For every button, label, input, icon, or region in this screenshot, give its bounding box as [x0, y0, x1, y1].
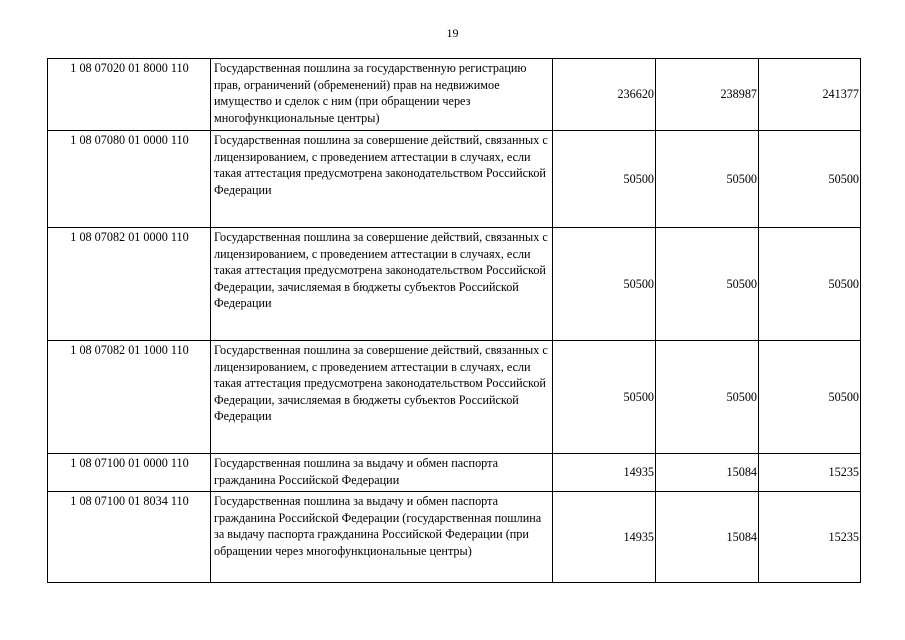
value-cell-year-2: 50500 — [656, 131, 759, 228]
page-number: 19 — [446, 26, 459, 40]
value-cell-year-3: 15235 — [759, 454, 861, 492]
value-cell-year-3: 241377 — [759, 59, 861, 131]
description-cell: Государственная пошлина за совершение действий, связанных с лицензированием, с проведением аттестации в случаях, если такая аттестация предусмотрена законодательством Российской Федерации — [211, 131, 553, 228]
value-cell-year-2: 15084 — [656, 454, 759, 492]
budget-code-cell: 1 08 07100 01 0000 110 — [48, 454, 211, 492]
value-cell-year-3: 15235 — [759, 492, 861, 583]
table-row — [48, 228, 861, 341]
value-cell-year-1: 50500 — [553, 228, 656, 341]
table-row — [48, 341, 861, 454]
budget-code-cell: 1 08 07082 01 1000 110 — [48, 341, 211, 454]
value-cell-year-1: 236620 — [553, 59, 656, 131]
description-cell: Государственная пошлина за совершение действий, связанных с лицензированием, с проведением аттестации в случаях, если такая аттестация предусмотрена законодательством Российской Федерации, зачисляемая в бюджеты субъектов Российской Федерации — [211, 228, 553, 341]
value-cell-year-1: 14935 — [553, 454, 656, 492]
table-row — [48, 131, 861, 228]
table-row — [48, 454, 861, 492]
budget-code-cell: 1 08 07080 01 0000 110 — [48, 131, 211, 228]
value-cell-year-3: 50500 — [759, 228, 861, 341]
table-row — [48, 492, 861, 583]
table-row — [48, 59, 861, 131]
description-cell: Государственная пошлина за выдачу и обмен паспорта гражданина Российской Федерации — [211, 454, 553, 492]
value-cell-year-1: 14935 — [553, 492, 656, 583]
value-cell-year-1: 50500 — [553, 341, 656, 454]
budget-code-cell: 1 08 07020 01 8000 110 — [48, 59, 211, 131]
value-cell-year-3: 50500 — [759, 131, 861, 228]
value-cell-year-1: 50500 — [553, 131, 656, 228]
value-cell-year-2: 238987 — [656, 59, 759, 131]
value-cell-year-3: 50500 — [759, 341, 861, 454]
description-cell: Государственная пошлина за государственную регистрацию прав, ограничений (обременений) прав на недвижимое имущество и сделок с ним (при обращении через многофункциональные центры) — [211, 59, 553, 131]
budget-code-cell: 1 08 07100 01 8034 110 — [48, 492, 211, 583]
value-cell-year-2: 50500 — [656, 228, 759, 341]
description-cell: Государственная пошлина за выдачу и обмен паспорта гражданина Российской Федерации (государственная пошлина за выдачу паспорта гражданина Российской Федерации (при обращении через многофункциональные центры) — [211, 492, 553, 583]
value-cell-year-2: 50500 — [656, 341, 759, 454]
revenue-table — [47, 58, 861, 583]
description-cell: Государственная пошлина за совершение действий, связанных с лицензированием, с проведением аттестации в случаях, если такая аттестация предусмотрена законодательством Российской Федерации, зачисляемая в бюджеты субъектов Российской Федерации — [211, 341, 553, 454]
budget-code-cell: 1 08 07082 01 0000 110 — [48, 228, 211, 341]
value-cell-year-2: 15084 — [656, 492, 759, 583]
